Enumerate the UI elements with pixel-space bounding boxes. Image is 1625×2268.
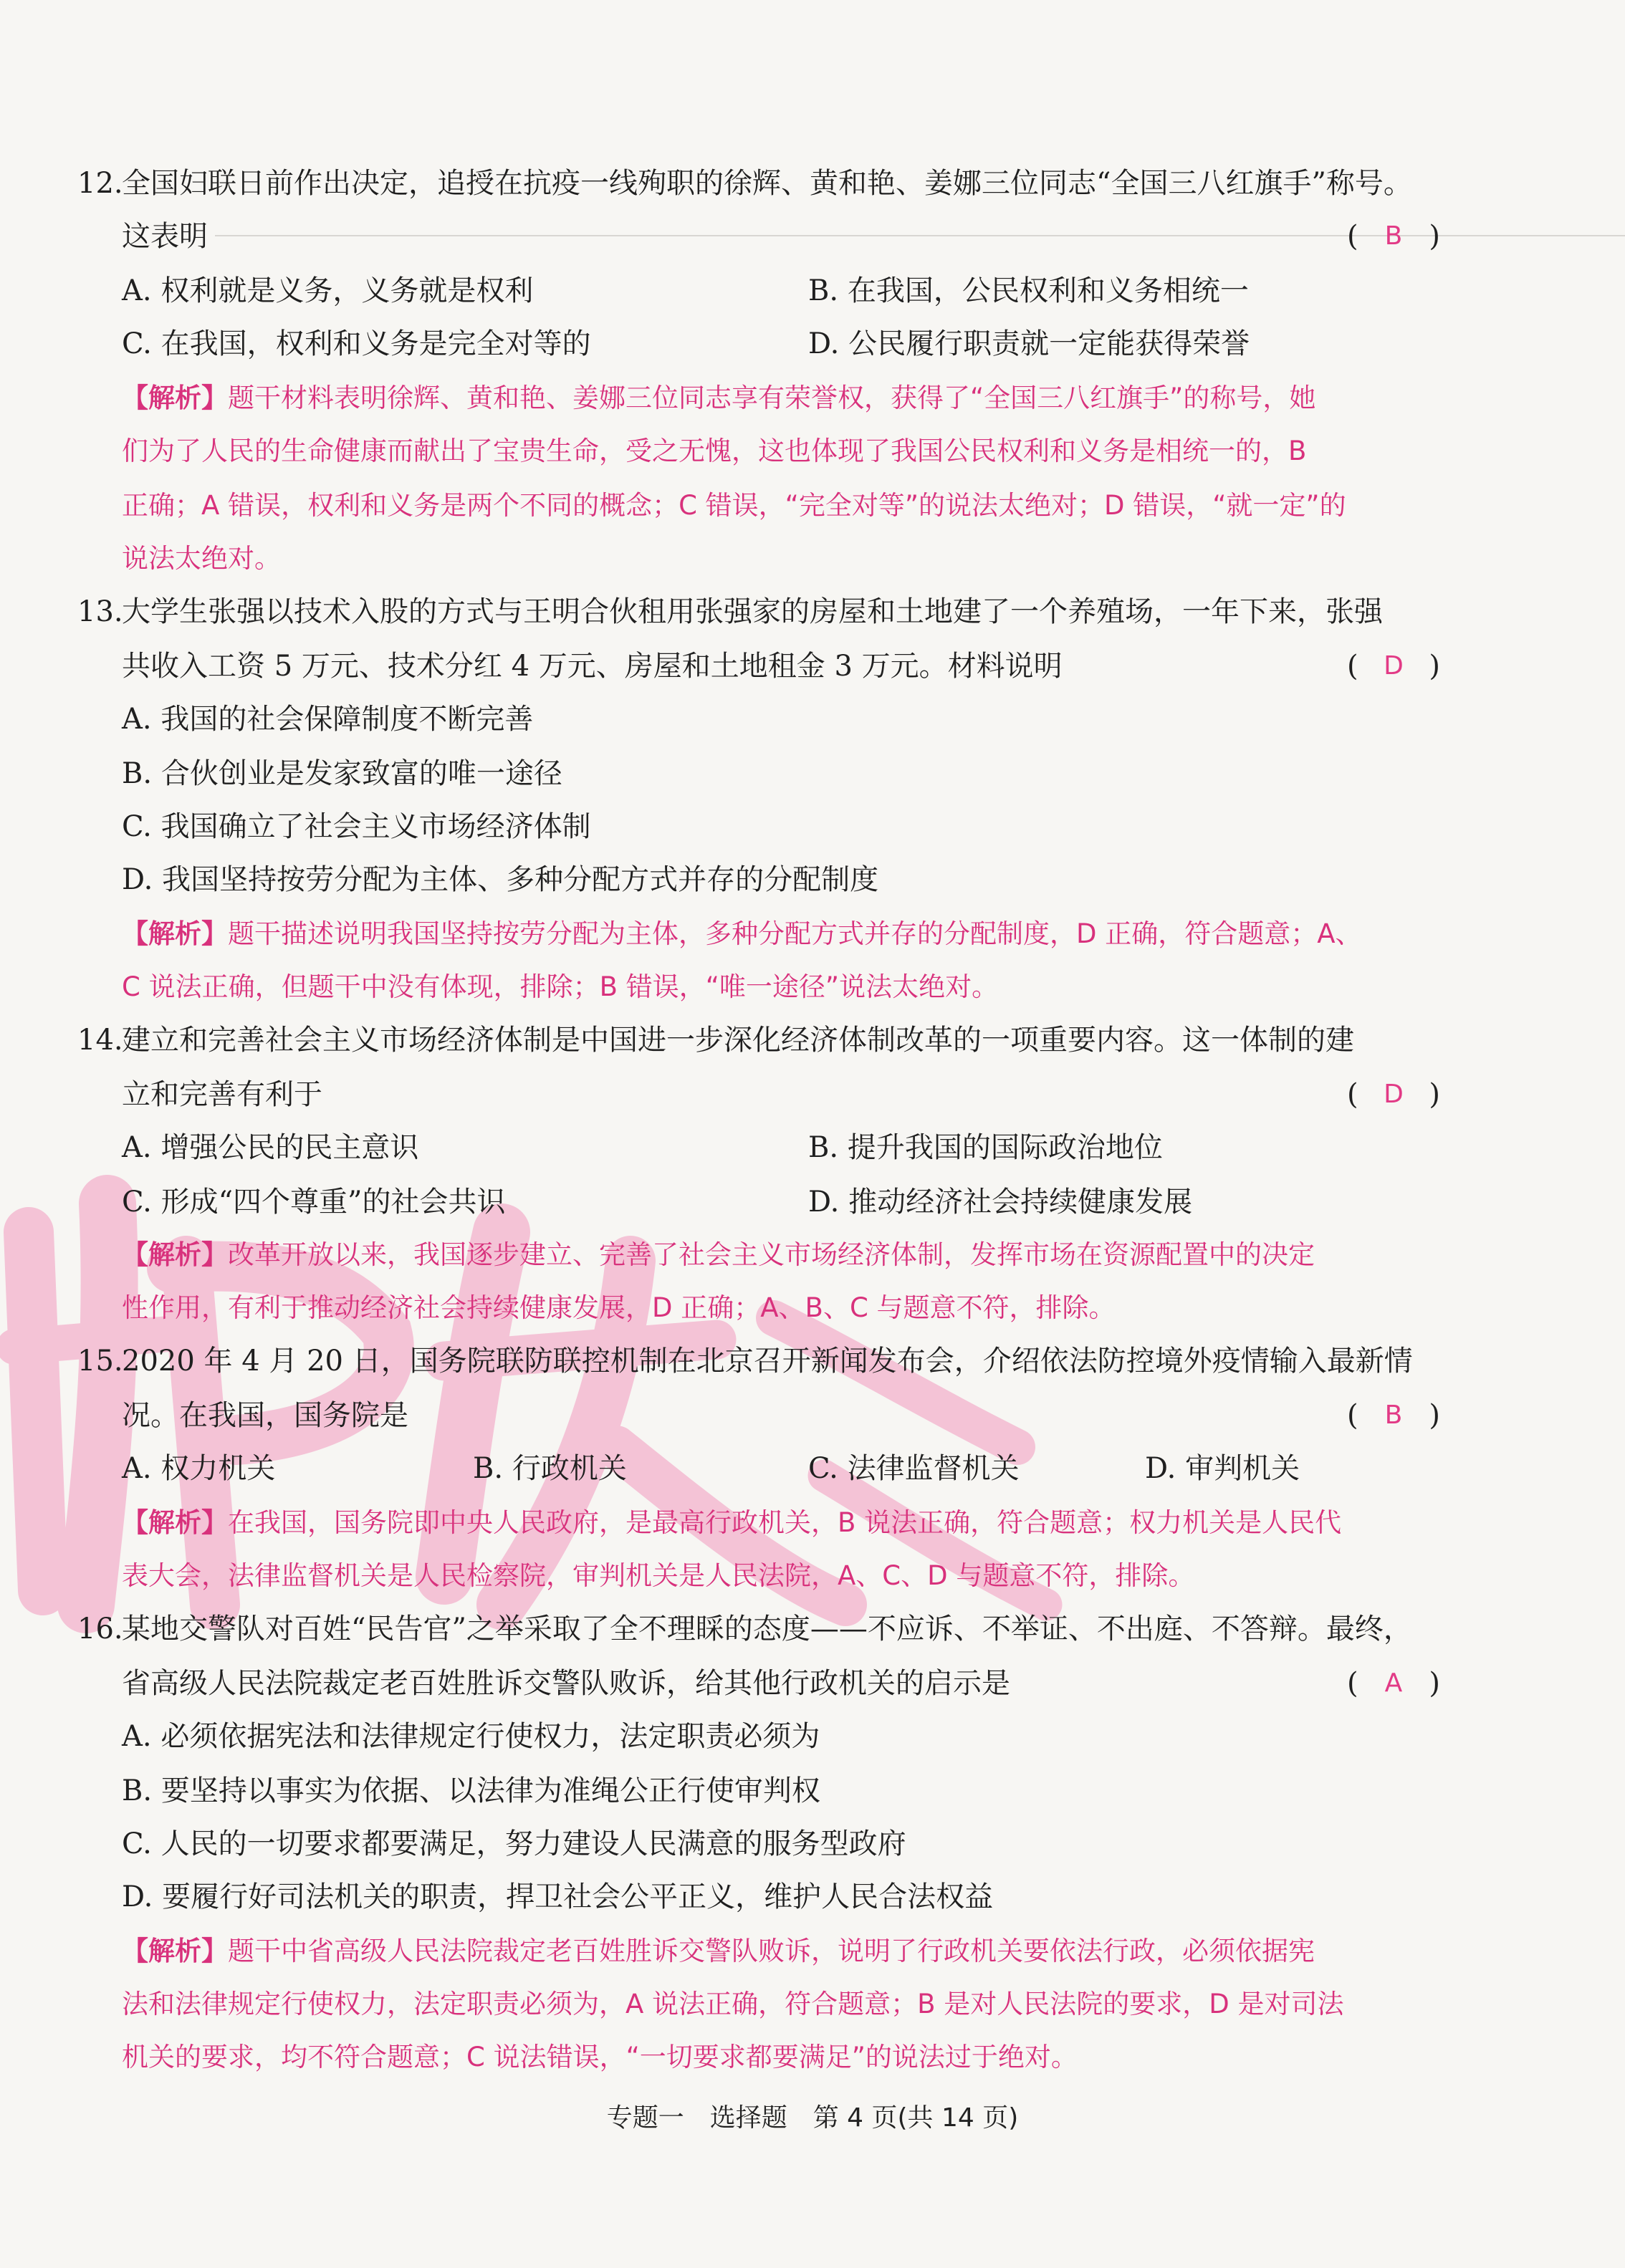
answer-value: B — [1384, 1400, 1403, 1430]
explanation-line: 机关的要求，均不符合题意；C 说法错误，“一切要求都要满足”的说法过于绝对。 — [122, 2042, 1078, 2072]
explanation-line: 们为了人民的生命健康而献出了宝贵生命，受之无愧，这也体现了我国公民权利和义务是相统一的，B — [122, 436, 1307, 466]
explanation-line: 【解析】改革开放以来，我国逐步建立、完善了社会主义市场经济体制，发挥市场在资源配置中的决定 — [122, 1239, 1315, 1270]
option-c: C. 在我国，权利和义务是完全对等的 — [122, 327, 591, 360]
option-b: B. 在我国，公民权利和义务相统一 — [808, 274, 1249, 307]
option-a: A. 权力机关 — [122, 1452, 276, 1485]
explanation-tag: 【解析】 — [122, 1239, 228, 1270]
question-stem-line: 这表明 — [122, 220, 208, 253]
option-a: A. 必须依据宪法和法律规定行使权力，法定职责必须为 — [122, 1720, 820, 1753]
option-c: C. 形成“四个尊重”的社会共识 — [122, 1186, 506, 1219]
answer-value: B — [1384, 221, 1403, 251]
option-a: A. 权利就是义务，义务就是权利 — [122, 274, 534, 307]
explanation-line: C 说法正确，但题干中没有体现，排除；B 错误，“唯一途径”说法太绝对。 — [122, 971, 999, 1002]
option-c: C. 我国确立了社会主义市场经济体制 — [122, 810, 591, 843]
answer-bracket: ( D ) — [1347, 1075, 1440, 1115]
option-a: A. 我国的社会保障制度不断完善 — [122, 703, 534, 736]
explanation-tag: 【解析】 — [122, 918, 228, 949]
question-stem-line: 况。在我国，国务院是 — [122, 1399, 408, 1432]
option-d: D. 推动经济社会持续健康发展 — [808, 1186, 1193, 1219]
explanation-line: 性作用，有利于推动经济社会持续健康发展，D 正确；A、B、C 与题意不符，排除。 — [122, 1292, 1116, 1323]
explanation-line: 法和法律规定行使权力，法定职责必须为，A 说法正确，符合题意；B 是对人民法院的要求，D 是对司法 — [122, 1989, 1344, 2019]
explanation-line: 【解析】题干描述说明我国坚持按劳分配为主体，多种分配方式并存的分配制度，D 正确，符合题意；A、 — [122, 918, 1362, 949]
answer-value: A — [1384, 1668, 1403, 1698]
question-stem-line: 建立和完善社会主义市场经济体制是中国进一步深化经济体制改革的一项重要内容。这一体制的建 — [122, 1024, 1354, 1057]
question-stem-line: 立和完善有利于 — [122, 1078, 322, 1111]
question-number: 15. — [77, 1345, 123, 1378]
explanation-line: 【解析】在我国，国务院即中央人民政府，是最高行政机关，B 说法正确，符合题意；权力机关是人民代 — [122, 1507, 1342, 1538]
answer-bracket: ( B ) — [1347, 216, 1440, 256]
question-number: 13. — [77, 595, 123, 628]
option-d: D. 我国坚持按劳分配为主体、多种分配方式并存的分配制度 — [122, 863, 879, 896]
question-stem-line: 某地交警队对百姓“民告官”之举采取了全不理睬的态度——不应诉、不举证、不出庭、不答辩。最终， — [122, 1613, 1412, 1645]
option-d: D. 审判机关 — [1145, 1452, 1300, 1485]
option-c: C. 法律监督机关 — [808, 1452, 1020, 1485]
question-number: 16. — [77, 1613, 123, 1645]
option-d: D. 要履行好司法机关的职责，捍卫社会公平正义，维护人民合法权益 — [122, 1880, 994, 1913]
question-stem-line: 大学生张强以技术入股的方式与王明合伙租用张强家的房屋和土地建了一个养殖场，一年下来，张强 — [122, 595, 1383, 628]
option-d: D. 公民履行职责就一定能获得荣誉 — [808, 327, 1250, 360]
question-stem-line: 全国妇联日前作出决定，追授在抗疫一线殉职的徐辉、黄和艳、姜娜三位同志“全国三八红旗手”称号。 — [122, 167, 1412, 200]
explanation-tag: 【解析】 — [122, 1507, 228, 1538]
answer-bracket: ( B ) — [1347, 1395, 1440, 1436]
question-number: 12. — [77, 167, 123, 200]
explanation-line: 说法太绝对。 — [122, 543, 281, 574]
explanation-line: 表大会，法律监督机关是人民检察院，审判机关是人民法院，A、C、D 与题意不符，排除。 — [122, 1560, 1195, 1591]
option-b: B. 行政机关 — [473, 1452, 627, 1485]
question-stem-line: 省高级人民法院裁定老百姓胜诉交警队败诉，给其他行政机关的启示是 — [122, 1667, 1010, 1700]
explanation-line: 正确；A 错误，权利和义务是两个不同的概念；C 错误，“完全对等”的说法太绝对；D 错误，“就一定”的 — [122, 490, 1346, 521]
answer-bracket: ( D ) — [1347, 646, 1440, 686]
explanation-tag: 【解析】 — [122, 383, 228, 413]
question-stem-line: 共收入工资 5 万元、技术分红 4 万元、房屋和土地租金 3 万元。材料说明 — [122, 650, 1063, 683]
answer-value: D — [1384, 1080, 1404, 1109]
option-b: B. 提升我国的国际政治地位 — [808, 1131, 1163, 1164]
option-b: B. 合伙创业是发家致富的唯一途径 — [122, 757, 562, 790]
option-a: A. 增强公民的民主意识 — [122, 1131, 419, 1164]
answer-value: D — [1384, 651, 1404, 681]
explanation-line: 【解析】题干中省高级人民法院裁定老百姓胜诉交警队败诉，说明了行政机关要依法行政，必须依据宪 — [122, 1936, 1315, 1966]
page-footer: 专题一 选择题 第 4 页(共 14 页) — [606, 2103, 1019, 2133]
option-b: B. 要坚持以事实为依据、以法律为准绳公正行使审判权 — [122, 1774, 820, 1807]
explanation-tag: 【解析】 — [122, 1936, 228, 1966]
option-c: C. 人民的一切要求都要满足，努力建设人民满意的服务型政府 — [122, 1827, 906, 1860]
question-stem-line: 2020 年 4 月 20 日，国务院联防联控机制在北京召开新闻发布会，介绍依法防控境外疫情输入最新情 — [122, 1345, 1413, 1378]
question-number: 14. — [77, 1024, 123, 1057]
explanation-line: 【解析】题干材料表明徐辉、黄和艳、姜娜三位同志享有荣誉权，获得了“全国三八红旗手”的称号，她 — [122, 383, 1316, 413]
answer-bracket: ( A ) — [1347, 1663, 1440, 1704]
